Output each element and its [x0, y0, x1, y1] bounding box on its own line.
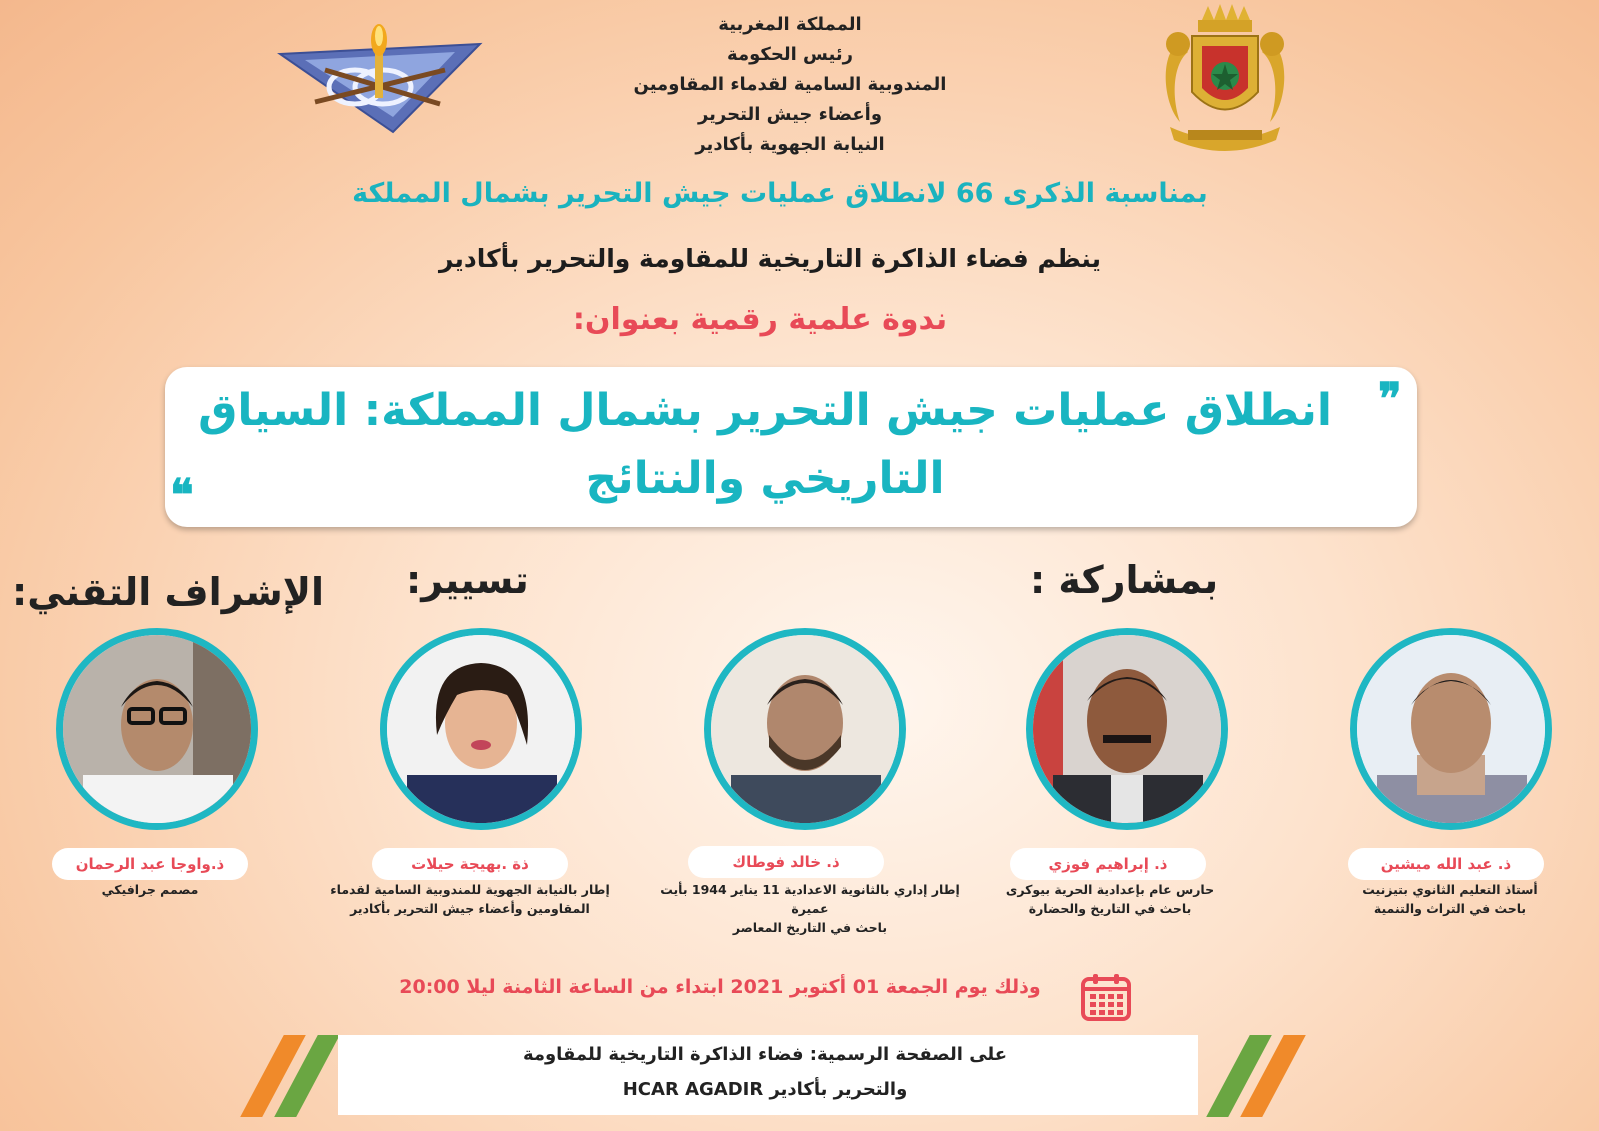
avatar-abderrahmane-ouaouja [56, 628, 258, 830]
header-line-head-of-government: رئيس الحكومة [727, 44, 853, 65]
name-brahim-fouzi: ذ. إبراهيم فوزي [1010, 848, 1206, 880]
seminar-title-line-2: التاريخي والنتائج [585, 453, 945, 504]
desc-line: أستاذ التعليم الثانوي بتيزنيت [1362, 882, 1538, 897]
desc-line: مصمم جرافيكي [101, 882, 199, 897]
event-date-text: وذلك يوم الجمعة 01 أكتوبر 2021 ابتداء من الساعة الثامنة ليلا 20:00 [399, 976, 1041, 998]
official-page-line-1: على الصفحة الرسمية: فضاء الذاكرة التاريخية للمقاومة [522, 1044, 1008, 1065]
desc-khalid-foutak [640, 880, 980, 937]
seminar-title [190, 377, 1340, 513]
technical-supervision-heading: الإشراف التقني: [12, 570, 325, 614]
header-line-high-commission: المندوبية السامية لقدماء المقاومين [633, 74, 947, 95]
header-line-regional-office: النيابة الجهوية بأكادير [695, 134, 885, 155]
seminar-title-line-1: انطلاق عمليات جيش التحرير بشمال المملكة: السياق [198, 385, 1332, 436]
desc-abderrahmane-ouaouja [0, 880, 300, 899]
avatar-abdellah-michine [1350, 628, 1552, 830]
desc-line: إطار إداري بالثانوية الاعدادية 11 يناير 1944 بأيت عميرة [660, 882, 960, 916]
organizer-text: ينظم فضاء الذاكرة التاريخية للمقاومة والتحرير بأكادير [438, 244, 1102, 273]
desc-line: المقاومين وأعضاء جيش التحرير بأكادير [350, 901, 590, 916]
participation-heading: بمشاركة : [1030, 558, 1219, 602]
open-quote-icon: ❞ [1378, 374, 1402, 425]
hcar-logo [275, 22, 485, 137]
name-khalid-foutak: ذ. خالد فوطاك [688, 846, 884, 878]
desc-bahija-hilat [320, 880, 620, 918]
name-abdellah-michine: ذ. عبد الله ميشين [1348, 848, 1544, 880]
header-line-liberation-army: وأعضاء جيش التحرير [697, 104, 883, 125]
avatar-brahim-fouzi [1026, 628, 1228, 830]
header-line-kingdom: المملكة المغربية [718, 14, 862, 35]
official-page-line-2: والتحرير بأكادير HCAR AGADIR [622, 1079, 908, 1100]
moderation-heading: تسيير: [406, 558, 529, 602]
desc-brahim-fouzi [960, 880, 1260, 918]
desc-line: إطار بالنيابة الجهوية للمندوبية السامية لقدماء [330, 882, 610, 897]
event-type-text: ندوة علمية رقمية بعنوان: [572, 302, 948, 337]
occasion-text: بمناسبة الذكرى 66 لانطلاق عمليات جيش التحرير بشمال المملكة [352, 178, 1208, 209]
desc-line: باحث في التاريخ والحضارة [1028, 901, 1192, 916]
desc-line: باحث في التاريخ المعاصر [732, 920, 888, 935]
avatar-bahija-hilat [380, 628, 582, 830]
desc-abdellah-michine [1300, 880, 1599, 918]
avatar-khalid-foutak [704, 628, 906, 830]
close-quote-icon: ❝ [170, 470, 194, 521]
name-abderrahmane-ouaouja: ذ.واوجا عبد الرحمان [52, 848, 248, 880]
calendar-icon [1080, 972, 1132, 1022]
desc-line: حارس عام بإعدادية الحرية بيوكرى [1005, 882, 1215, 897]
official-page-text [380, 1037, 1150, 1107]
name-bahija-hilat: ذة .بهيجة حيلات [372, 848, 568, 880]
royal-coat-of-arms-logo [1150, 2, 1300, 154]
desc-line: باحث في التراث والتنمية [1373, 901, 1527, 916]
